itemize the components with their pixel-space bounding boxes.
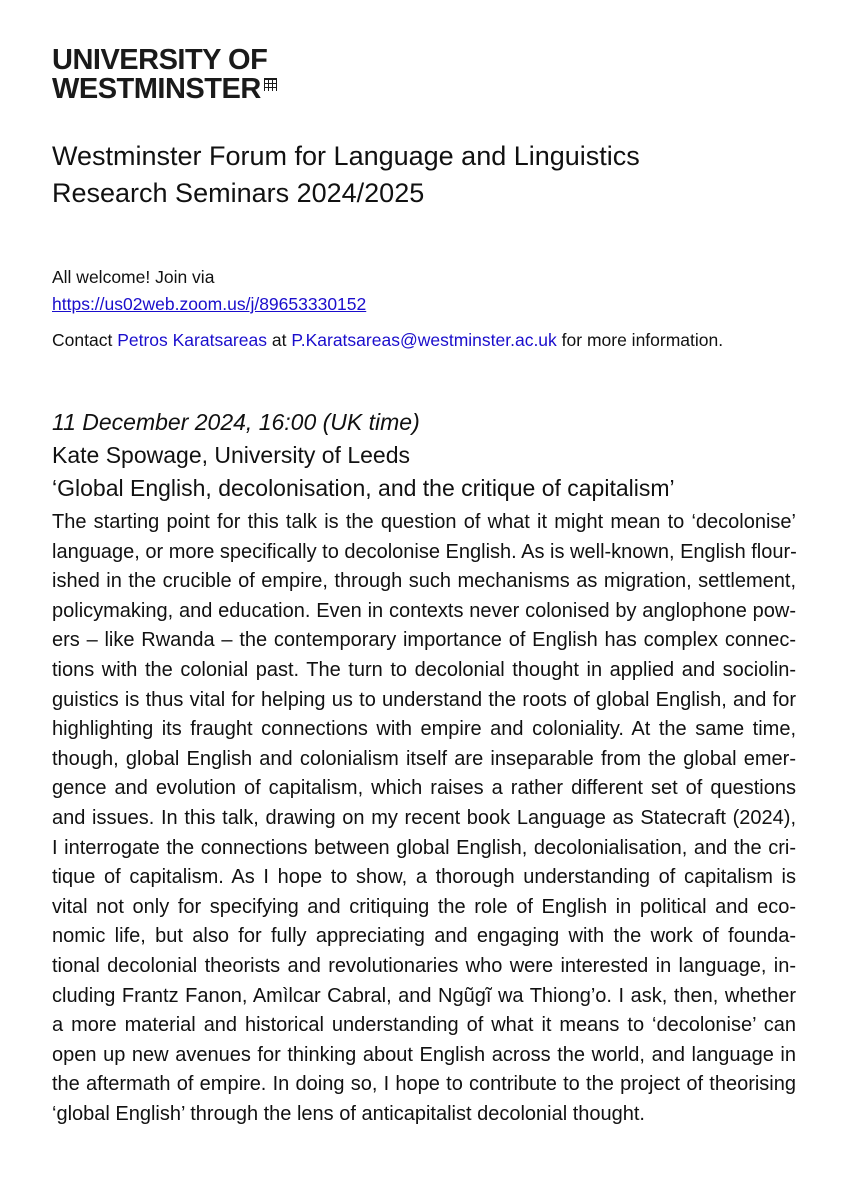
contact-line [52, 327, 723, 354]
page-title [52, 138, 640, 212]
abstract-line: highlighting its fraught connections with empire and coloniality. At the same time, [52, 718, 796, 741]
abstract-line: and issues. In this talk, drawing on my recent book Language as Statecraft (2024), [52, 806, 796, 829]
zoom-link[interactable]: https://us02web.zoom.us/j/89653330152 [52, 294, 367, 314]
abstract-line: policymaking, and education. Even in contexts never colonised by anglophone pow- [52, 599, 796, 622]
abstract [52, 508, 796, 1129]
abstract-line: guistics is thus vital for helping us to understand the roots of global English, and for [52, 688, 796, 711]
abstract-line: The starting point for this talk is the question of what it might mean to ‘decolonise’ [52, 511, 796, 533]
abstract-line: nomic life, but also for fully appreciating and engaging with the work of founda- [52, 925, 796, 948]
title-line-2: Research Seminars 2024/2025 [52, 178, 425, 208]
welcome-text: All welcome! Join via [52, 267, 215, 287]
contact-email-link[interactable]: P.Karatsareas@westminster.ac.uk [291, 330, 557, 350]
abstract-line: the aftermath of empire. In doing so, I hope to contribute to the project of theorising [52, 1073, 796, 1096]
portcullis-icon [264, 78, 277, 91]
abstract-line: open up new avenues for thinking about English across the world, and language in [52, 1043, 796, 1066]
join-info [52, 264, 723, 354]
abstract-line: ers – like Rwanda – the contemporary importance of English has complex connec- [52, 629, 796, 652]
abstract-line: vital not only for specifying and critiquing the role of English in political and eco- [52, 895, 796, 918]
logo-line-1: UNIVERSITY OF [52, 44, 268, 76]
abstract-line: tions with the colonial past. The turn to decolonial thought in applied and sociolin- [52, 658, 796, 681]
abstract-line: gence and evolution of capitalism, which raises a rather different set of questions [52, 777, 796, 800]
abstract-line: tional decolonial theorists and revolutionaries who were interested in language, in- [52, 954, 796, 977]
abstract-line: ‘global English’ through the lens of anticapitalist decolonial thought. [52, 1102, 645, 1125]
contact-prefix: Contact [52, 330, 118, 350]
title-line-1: Westminster Forum for Language and Linguistics [52, 141, 640, 171]
abstract-line: tique of capitalism. As I hope to show, a thorough understanding of capitalism is [52, 866, 796, 889]
contact-at: at [266, 330, 292, 350]
abstract-line: ished in the crucible of empire, through such mechanisms as migration, settlement, [52, 570, 796, 593]
abstract-line: I interrogate the connections between global English, decolonialisation, and the cri- [52, 836, 796, 859]
abstract-line: cluding Frantz Fanon, Amìlcar Cabral, and Ngũgĩ wa Thiong’o. I ask, then, whether [52, 984, 796, 1007]
abstract-line: a more material and historical understanding of what it means to ‘decolonise’ can [52, 1014, 796, 1037]
contact-name[interactable]: Petros Karatsareas [117, 330, 267, 350]
abstract-line: language, or more specifically to decolonise English. As is well-known, English flour- [52, 540, 797, 563]
logo-line-2-text: WESTMINSTER [52, 73, 261, 105]
university-logo [52, 46, 277, 104]
event-date: 11 December 2024, 16:00 (UK time) [52, 409, 420, 435]
event-details [52, 406, 675, 505]
event-speaker: Kate Spowage, University of Leeds [52, 442, 410, 468]
abstract-line: though, global English and colonialism itself are inseparable from the global emer- [52, 747, 796, 770]
event-talk-title: ‘Global English, decolonisation, and the critique of capitalism’ [52, 475, 675, 501]
logo-line-2 [52, 75, 277, 104]
contact-suffix: for more information. [556, 330, 724, 350]
